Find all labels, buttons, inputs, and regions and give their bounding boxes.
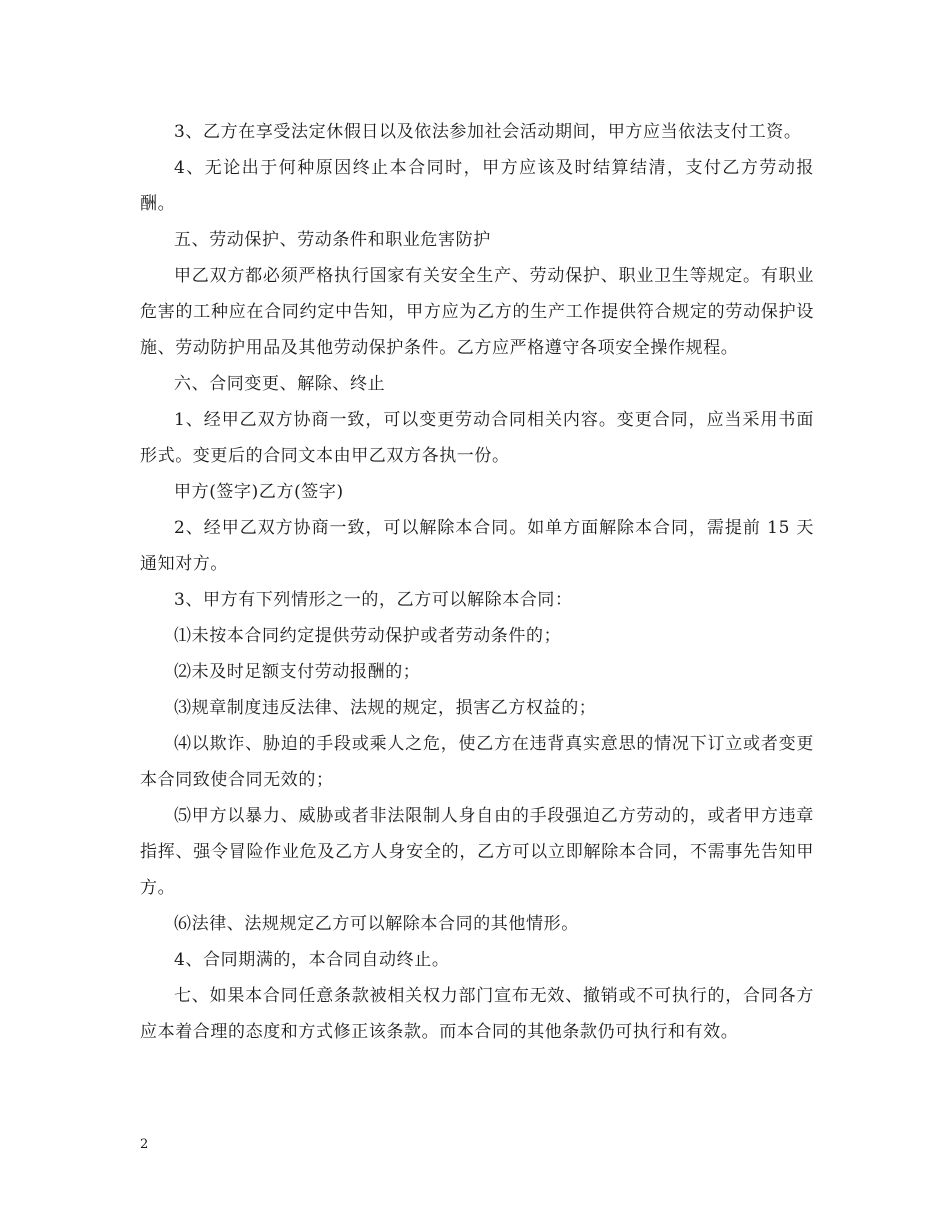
- paragraph-dissolve-by-agreement: 2、经甲乙双方协商一致，可以解除本合同。如单方面解除本合同，需提前 15 天通知对方。: [140, 518, 814, 574]
- list-item-condition-4: ⑷以欺诈、胁迫的手段或乘人之危，使乙方在违背真实意思的情况下订立或者变更本合同致使合同无效的；: [140, 734, 814, 790]
- paragraph-signature-line: 甲方(签字)乙方(签字): [174, 482, 344, 502]
- paragraph-wage-holiday: 3、乙方在享受法定休假日以及依法参加社会活动期间，甲方应当依法支付工资。: [174, 122, 802, 142]
- list-item-condition-3: ⑶规章制度违反法律、法规的规定，损害乙方权益的；: [174, 698, 597, 718]
- list-item-condition-1: ⑴未按本合同约定提供劳动保护或者劳动条件的；: [174, 626, 562, 646]
- page-number: 2: [140, 1137, 149, 1152]
- list-item-condition-5: ⑸甲方以暴力、威胁或者非法限制人身自由的手段强迫乙方劳动的，或者甲方违章指挥、强令冒险作业危及乙方人身安全的，乙方可以立即解除本合同，不需事先告知甲方。: [140, 806, 814, 898]
- paragraph-change-by-agreement: 1、经甲乙双方协商一致，可以变更劳动合同相关内容。变更合同，应当采用书面形式。变更后的合同文本由甲乙双方各执一份。: [140, 410, 814, 466]
- paragraph-safety-rules: 甲乙双方都必须严格执行国家有关安全生产、劳动保护、职业卫生等规定。有职业危害的工种应在合同约定中告知，甲方应为乙方的生产工作提供符合规定的劳动保护设施、劳动防护用品及其他劳动保护条件。乙方应严格遵守各项安全操作规程。: [140, 266, 814, 358]
- paragraph-contract-expiry: 4、合同期满的，本合同自动终止。: [174, 950, 450, 970]
- section-heading-labor-protection: 五、劳动保护、劳动条件和职业危害防护: [174, 230, 491, 250]
- paragraph-employee-dissolve-conditions: 3、甲方有下列情形之一的，乙方可以解除本合同：: [174, 590, 573, 610]
- section-heading-severability: 七、如果本合同任意条款被相关权力部门宣布无效、撤销或不可执行的，合同各方应本着合理的态度和方式修正该条款。而本合同的其他条款仍可执行和有效。: [140, 986, 814, 1042]
- paragraph-termination-settlement: 4、无论出于何种原因终止本合同时，甲方应该及时结算结清，支付乙方劳动报酬。: [140, 158, 814, 214]
- document-page: [140, 114, 814, 1050]
- list-item-condition-6: ⑹法律、法规规定乙方可以解除本合同的其他情形。: [174, 914, 579, 934]
- list-item-condition-2: ⑵未及时足额支付劳动报酬的；: [174, 662, 421, 682]
- section-heading-contract-change: 六、合同变更、解除、终止: [174, 374, 386, 394]
